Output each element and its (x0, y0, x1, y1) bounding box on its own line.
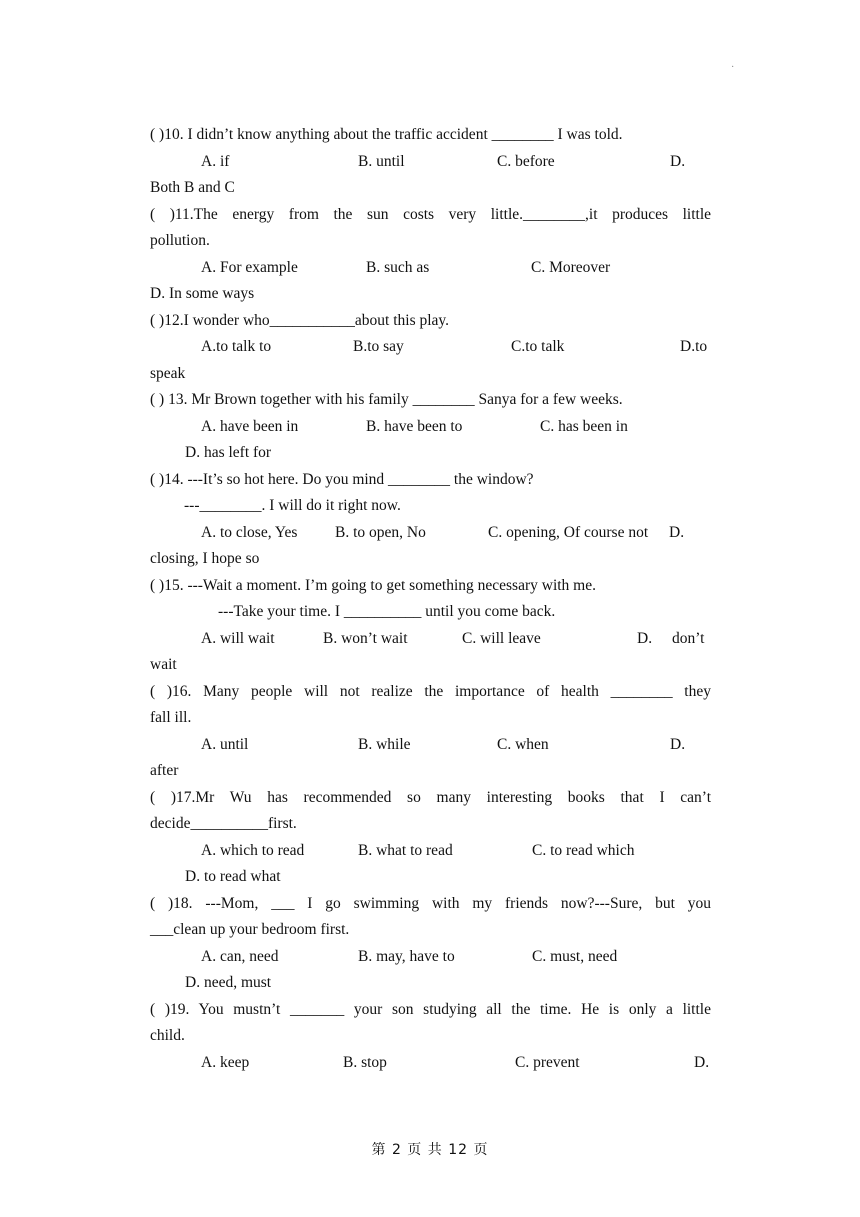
option-text: ---Take your time. I __________ until you come back. (218, 603, 556, 620)
question-text: decide__________first. (150, 815, 297, 832)
option-text: B. while (358, 735, 411, 753)
page-footer: 第 2 页 共 12 页 (371, 1142, 489, 1158)
option-text: ---________. I will do it right now. (184, 497, 401, 514)
option-text: D. (670, 152, 686, 170)
option-text: D. (670, 735, 686, 753)
option-text: C. when (497, 735, 549, 753)
option-text: C. opening, Of course not (488, 523, 649, 541)
option-text: D.to (680, 338, 708, 355)
option-text: C. before (497, 152, 555, 170)
option-text: C. Moreover (531, 258, 611, 276)
option-row (150, 255, 711, 282)
option-row (150, 864, 711, 891)
option-text: A. if (201, 152, 230, 170)
question-text: fall ill. (150, 709, 192, 726)
option-text: B. stop (343, 1053, 387, 1071)
option-text: A. which to read (201, 841, 305, 859)
question-item (150, 891, 711, 997)
option-text: B. have been to (366, 417, 463, 435)
question-stem: ( )11.The energy from the sun costs very little.________,it produces little (150, 205, 711, 223)
option-text: B. to open, No (335, 523, 426, 541)
option-text: C. has been in (540, 417, 628, 435)
option-text: D. (669, 523, 685, 541)
option-text: B. until (358, 152, 405, 170)
option-text: A.to talk to (201, 338, 272, 355)
option-text: A. can, need (201, 947, 279, 965)
question-text: pollution. (150, 232, 210, 249)
question-stem: ( )15. ---Wait a moment. I’m going to get something necessary with me. (150, 576, 596, 594)
question-text: D. In some ways (150, 285, 255, 302)
question-stem: ( )12.I wonder who___________about this play. (150, 311, 450, 329)
option-row (150, 493, 711, 520)
option-row (150, 838, 711, 865)
option-text: A. have been in (201, 417, 299, 435)
option-text: don’t (672, 629, 705, 647)
option-text: C. prevent (515, 1053, 580, 1071)
option-text: C.to talk (511, 338, 565, 355)
question-text: after (150, 762, 179, 779)
question-text: Both B and C (150, 179, 235, 196)
corner-mark: · (731, 62, 735, 73)
option-row (150, 1050, 711, 1077)
question-stem: ( )18. ---Mom, ___ I go swimming with my friends now?---Sure, but you (150, 894, 711, 912)
question-item (150, 785, 711, 891)
option-row (150, 149, 711, 176)
question-stem: ( )14. ---It’s so hot here. Do you mind ________ the window? (150, 470, 534, 488)
option-row (150, 732, 711, 759)
question-list (150, 122, 711, 1076)
option-text: D. to read what (185, 868, 281, 885)
option-text: B. may, have to (358, 947, 455, 965)
option-text: B. won’t wait (323, 629, 408, 647)
question-item (150, 467, 711, 573)
question-item (150, 122, 711, 202)
question-text: ___clean up your bedroom first. (150, 921, 350, 938)
option-row (150, 970, 711, 997)
question-stem: ( )16. Many people will not realize the importance of health ________ they (150, 682, 711, 700)
question-text: wait (150, 656, 177, 673)
question-stem: ( )17.Mr Wu has recommended so many interesting books that I can’t (150, 788, 711, 806)
option-text: A. For example (201, 258, 298, 276)
option-text: B.to say (353, 338, 404, 355)
question-stem: ( ) 13. Mr Brown together with his family ________ Sanya for a few weeks. (150, 391, 623, 408)
question-text: child. (150, 1027, 185, 1044)
option-text: D. (637, 629, 653, 647)
option-row (150, 440, 711, 467)
question-stem: ( )10. I didn’t know anything about the traffic accident ________ I was told. (150, 126, 623, 143)
option-text: C. will leave (462, 629, 541, 647)
question-item (150, 997, 711, 1077)
option-text: B. what to read (358, 841, 453, 859)
question-text: speak (150, 364, 186, 382)
option-text: D. need, must (185, 974, 272, 991)
question-text: closing, I hope so (150, 550, 260, 567)
option-text: D. has left for (185, 444, 272, 461)
option-text: A. until (201, 735, 249, 753)
option-row (150, 944, 711, 971)
option-row (150, 626, 711, 653)
question-item (150, 387, 711, 467)
question-item (150, 573, 711, 679)
option-text: B. such as (366, 258, 430, 276)
option-text: D. (694, 1053, 710, 1071)
option-row (150, 599, 711, 626)
option-text: A. keep (201, 1053, 250, 1071)
option-text: A. to close, Yes (201, 523, 298, 541)
question-stem: ( )19. You mustn’t _______ your son studying all the time. He is only a little (150, 1000, 711, 1018)
question-item (150, 679, 711, 785)
option-row (150, 520, 711, 547)
option-row (150, 334, 711, 361)
question-item (150, 202, 711, 308)
question-item (150, 308, 711, 388)
option-text: C. to read which (532, 841, 635, 859)
option-text: A. will wait (201, 629, 275, 647)
option-row (150, 414, 711, 441)
option-text: C. must, need (532, 947, 618, 965)
